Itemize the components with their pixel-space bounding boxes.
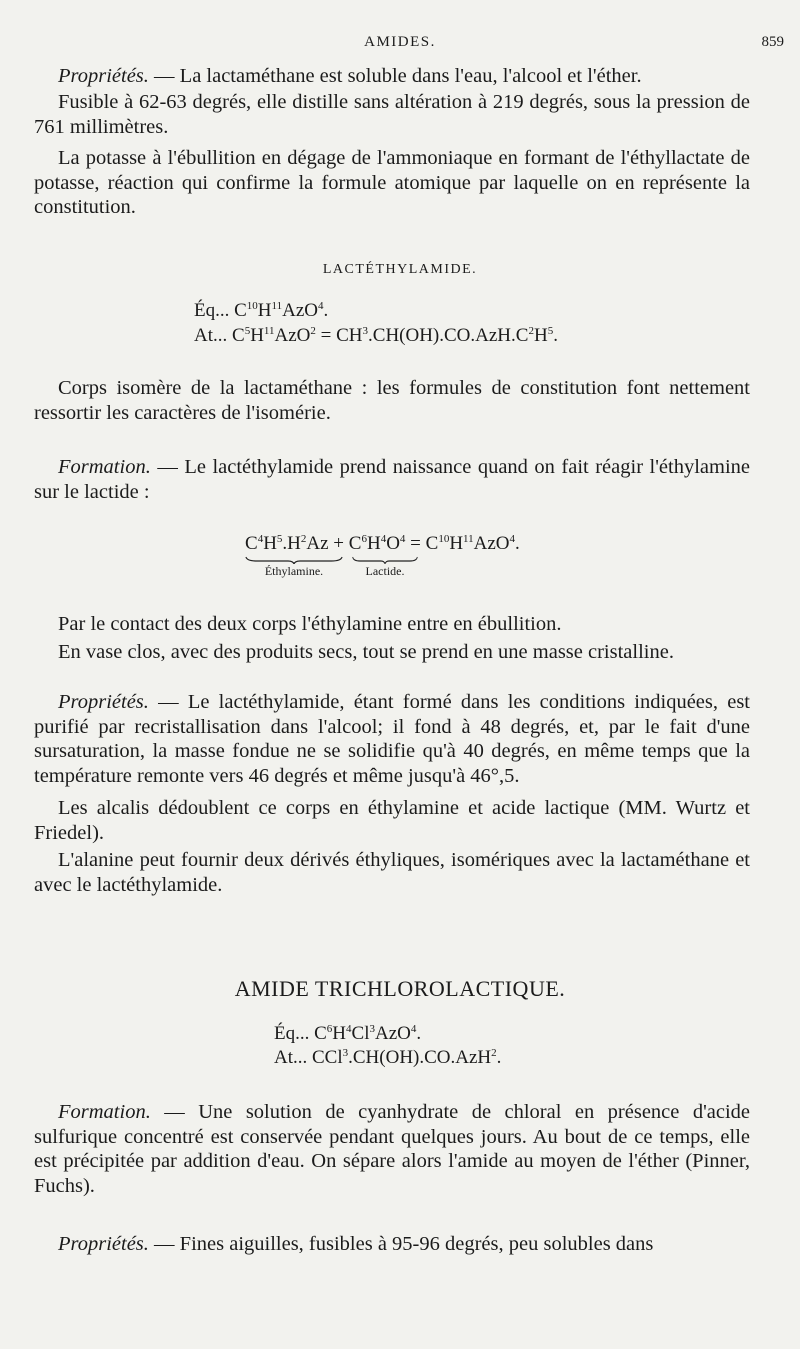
- formula-prefix: At...: [194, 325, 232, 346]
- formula-term: H: [263, 533, 277, 554]
- label-lactide: [352, 556, 418, 579]
- formula-term: AzO: [374, 1023, 411, 1044]
- formula-index: 4: [380, 533, 387, 545]
- formula-index: 2: [300, 533, 307, 545]
- paragraph-alanine: L'alanine peut fournir deux dérivés éthyliques, isomériques avec la lactaméthane et avec le lactéthylamide.: [34, 849, 750, 896]
- formula-prefix: At...: [274, 1047, 312, 1068]
- paragraph-label: Formation.: [58, 1101, 151, 1123]
- section-heading-lactethylamide: LACTÉTHYLAMIDE.: [322, 262, 478, 277]
- paragraph-text: — Fines aiguilles, fusibles à 95-96 degrés, peu solubles dans: [148, 1233, 654, 1255]
- formula-expression: [234, 300, 328, 321]
- formula-expression: [314, 1023, 421, 1044]
- formula-index: 10: [246, 300, 258, 312]
- paragraph-contact: Par le contact des deux corps l'éthylamine entre en ébullition.: [58, 613, 562, 635]
- formula-term: C: [245, 533, 258, 554]
- formula-term: Cl: [351, 1023, 370, 1044]
- paragraph-isomer: Corps isomère de la lactaméthane : les formules de constitution font nettement ressortir les caractères de l'isomérie.: [34, 377, 750, 424]
- formula-index: 5: [244, 325, 251, 337]
- formula-index: 4: [399, 533, 406, 545]
- paragraph-properties-trichlorolactic: [34, 1232, 750, 1257]
- formula-term: C: [232, 325, 245, 346]
- formula-index: 11: [271, 300, 283, 312]
- formula-index: 4: [509, 533, 516, 545]
- formula-term: AzO: [282, 300, 319, 321]
- formula-index: 3: [369, 1023, 375, 1035]
- formula-prefix: Éq...: [194, 300, 235, 321]
- formula-index: 6: [361, 533, 367, 545]
- running-title: AMIDES.: [364, 34, 436, 50]
- formula-expression: [232, 325, 558, 346]
- formula-term: CCl: [312, 1047, 343, 1068]
- paragraph-text: — Le lactéthylamide prend naissance quand on fait réagir l'éthylamine sur le lactide :: [34, 456, 750, 503]
- paragraph-alkalis: Les alcalis dédoublent ce corps en éthylamine et acide lactique (MM. Wurtz et Friedel).: [34, 797, 750, 844]
- section-heading-trichlorolactic-amide: AMIDE TRICHLOROLACTIQUE.: [234, 976, 566, 1001]
- formula-index: 5: [547, 325, 554, 337]
- formula-term: .: [553, 325, 558, 346]
- formula-term: H: [366, 533, 381, 554]
- paragraph-formation-trichlorolactic: [34, 1100, 750, 1198]
- formula-index: 4: [346, 1023, 352, 1035]
- formula-term: C: [314, 1023, 327, 1044]
- brace-label: Lactide.: [365, 564, 405, 578]
- formula-index: 2: [491, 1047, 497, 1059]
- formula-term: .H: [282, 533, 301, 554]
- formula-term: Az + C: [306, 533, 362, 554]
- formula-equivalent-trichlorolactic: [274, 1023, 421, 1045]
- brace-under-lactide: [352, 556, 418, 564]
- formula-index: 3: [362, 325, 369, 337]
- paragraph-label: Formation.: [58, 456, 151, 478]
- formula-index: 4: [318, 300, 324, 312]
- formula-index: 4: [257, 533, 264, 545]
- paragraph-formation-lactethylamide: [34, 455, 750, 504]
- running-header: [0, 34, 800, 56]
- brace-label: Éthylamine.: [264, 564, 324, 578]
- formula-term: AzO: [473, 533, 510, 554]
- formula-index: 6: [326, 1023, 333, 1035]
- formula-term: = CH: [315, 325, 363, 346]
- page-number: 859: [761, 34, 784, 50]
- formula-equivalent-lactethylamide: [194, 300, 328, 322]
- formula-term: .: [323, 300, 329, 321]
- paragraph-fusion: Fusible à 62-63 degrés, elle distille sans altération à 219 degrés, sous la pression de 761 millimètres.: [34, 91, 750, 138]
- formula-prefix: Éq...: [274, 1023, 315, 1044]
- formula-term: AzO: [274, 325, 311, 346]
- formula-index: 5: [276, 533, 283, 545]
- formula-term: .: [515, 533, 520, 554]
- formula-index: 4: [410, 1023, 417, 1035]
- formula-index: 3: [342, 1047, 349, 1059]
- formula-atomic-trichlorolactic: [274, 1047, 501, 1069]
- formula-term: C: [234, 300, 247, 321]
- formula-term: H: [332, 1023, 347, 1044]
- formula-term: .: [496, 1047, 502, 1068]
- formula-term: = C: [405, 533, 439, 554]
- formula-term: O: [386, 533, 400, 554]
- formula-atomic-lactethylamide: [194, 325, 558, 347]
- formula-index: 2: [528, 325, 534, 337]
- paragraph-potash: La potasse à l'ébullition en dégage de l'ammoniaque en formant de l'éthyllactate de potasse, réaction qui confirme la formule atomique par laquelle on en représente la constitution.: [34, 147, 750, 219]
- formula-term: H: [533, 325, 548, 346]
- formula-term: H: [449, 533, 464, 554]
- label-ethylamine: [245, 556, 343, 579]
- paragraph-label: Propriétés.: [58, 65, 149, 87]
- formula-index: 10: [438, 533, 450, 545]
- formula-expression: [312, 1047, 501, 1068]
- paragraph-properties-lactamethane: [34, 64, 750, 89]
- formula-term: .CH(OH).CO.AzH.C: [368, 325, 529, 346]
- formula-term: .CH(OH).CO.AzH: [348, 1047, 492, 1068]
- formula-index: 11: [263, 325, 275, 337]
- reaction-equation: [245, 533, 520, 555]
- paragraph-label: Propriétés.: [58, 691, 149, 713]
- formula-term: H: [257, 300, 272, 321]
- paragraph-properties-lactethylamide: [34, 690, 750, 788]
- formula-index: 11: [463, 533, 474, 545]
- formula-term: .: [416, 1023, 422, 1044]
- brace-under-ethylamine: [245, 556, 343, 564]
- paragraph-closed-vessel: En vase clos, avec des produits secs, tout se prend en une masse cristalline.: [58, 641, 674, 663]
- paragraph-text: — La lactaméthane est soluble dans l'eau, l'alcool et l'éther.: [148, 65, 642, 87]
- paragraph-text: — Le lactéthylamide, étant formé dans les conditions indiquées, est purifié par recristallisation dans l'alcool; il fond à 48 degrés, et, par le fait d'une sursaturation, la masse fondue ne se solidifie qu'à 40 degrés, en même temps que la température remonte vers 46 degrés et même jusqu'à 46°,5.: [34, 691, 750, 787]
- formula-index: 2: [310, 325, 316, 337]
- formula-term: H: [250, 325, 264, 346]
- paragraph-label: Propriétés.: [58, 1233, 149, 1255]
- paragraph-text: — Une solution de cyanhydrate de chloral en présence d'acide sulfurique concentré est conservée pendant quelques jours. Au bout de ce temps, elle est précipitée par addition d'eau. On sépare alors l'amide au moyen de l'éther (Pinner, Fuchs).: [34, 1101, 750, 1197]
